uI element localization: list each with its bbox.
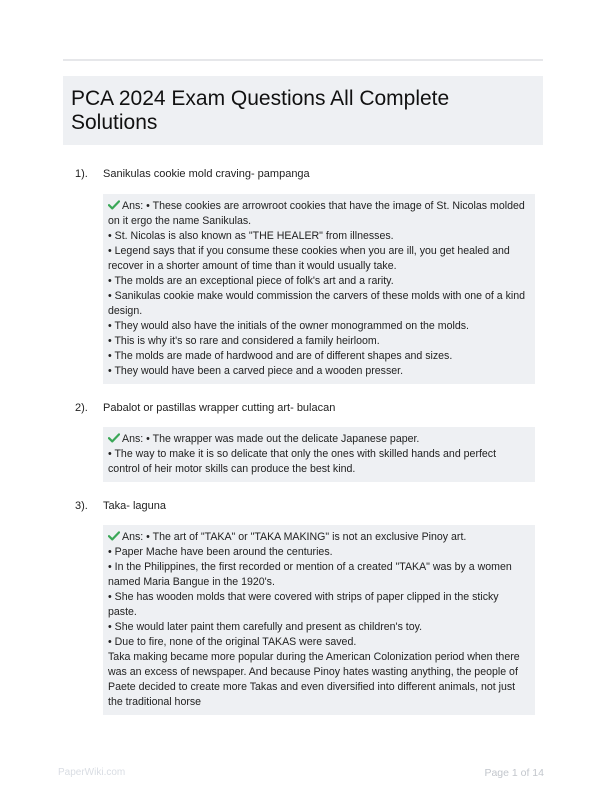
answer-line: Ans: • The wrapper was made out the delicate Japanese paper. — [108, 432, 529, 447]
answer-line: • Due to fire, none of the original TAKAS were saved. — [108, 636, 357, 648]
top-divider — [63, 59, 543, 61]
answer-line: named Maria Bangue in the 1920's. — [108, 576, 275, 588]
question-number: 2). — [75, 402, 88, 414]
answer-line: • This is why it's so rare and considered a family heirloom. — [108, 335, 380, 347]
answer-line: on it ergo the name Sanikulas. — [108, 215, 252, 227]
answer-line: • In the Philippines, the first recorded or mention of a created "TAKA" was by a women — [108, 561, 512, 573]
page-number: Page 1 of 14 — [484, 767, 544, 779]
answer-line: Paete decided to create more Takas and even diversified into different animals, not just — [108, 681, 516, 693]
answer-line: • They would also have the initials of the owner monogrammed on the molds. — [108, 320, 469, 332]
answer-box — [103, 525, 535, 715]
answer-line: the traditional horse — [108, 696, 202, 708]
question-number: 1). — [75, 168, 88, 180]
check-icon — [108, 433, 120, 443]
answer-line: Ans: • These cookies are arrowroot cookies that have the image of St. Nicolas molded — [108, 199, 529, 214]
answer-line: • St. Nicolas is also known as "THE HEALER" from illnesses. — [108, 230, 394, 242]
answer-line: • She would later paint them carefully and present as children's toy. — [108, 621, 423, 633]
check-icon — [108, 200, 120, 210]
question-number: 3). — [75, 500, 88, 512]
answer-line: • The molds are an exceptional piece of folk's art and a rarity. — [108, 275, 394, 287]
check-icon — [108, 531, 120, 541]
answer-box — [103, 427, 535, 482]
question-text: Pabalot or pastillas wrapper cutting art- bulacan — [103, 402, 336, 414]
title-line-1: PCA 2024 Exam Questions All Complete — [71, 87, 450, 110]
answer-line: • The way to make it is so delicate that only the ones with skilled hands and perfect — [108, 448, 497, 460]
answer-line: recover in a shorter amount of time than it would usually take. — [108, 260, 397, 272]
answer-line: paste. — [108, 606, 137, 618]
answer-line: • Sanikulas cookie make would commission the carvers of these molds with one of a kind — [108, 290, 526, 302]
answer-line: • They would have been a carved piece and a wooden presser. — [108, 365, 404, 377]
title-box — [63, 76, 543, 145]
answer-line: • Legend says that if you consume these cookies when you are ill, you get healed and — [108, 245, 510, 257]
answer-line: • Paper Mache have been around the centuries. — [108, 546, 333, 558]
question-text: Sanikulas cookie mold craving- pampanga — [103, 168, 310, 180]
answer-line: was an excess of newspaper. And because Pinoy hates wasting anything, the people of — [108, 666, 518, 678]
footer-watermark: PaperWiki.com — [58, 767, 126, 778]
question-text: Taka- laguna — [103, 500, 166, 512]
answer-line: • The molds are made of hardwood and are of different shapes and sizes. — [108, 350, 453, 362]
answer-line: design. — [108, 305, 143, 317]
answer-box — [103, 194, 535, 384]
page-title — [71, 87, 535, 135]
answer-line: Taka making became more popular during the American Colonization period when there — [108, 651, 520, 663]
answer-line: Ans: • The art of "TAKA" or "TAKA MAKING" is not an exclusive Pinoy art. — [108, 530, 529, 545]
answer-line: control of heir motor skills can produce the best kind. — [108, 463, 356, 475]
answer-line: • She has wooden molds that were covered with strips of paper clipped in the sticky — [108, 591, 499, 603]
title-line-2: Solutions — [71, 111, 158, 134]
